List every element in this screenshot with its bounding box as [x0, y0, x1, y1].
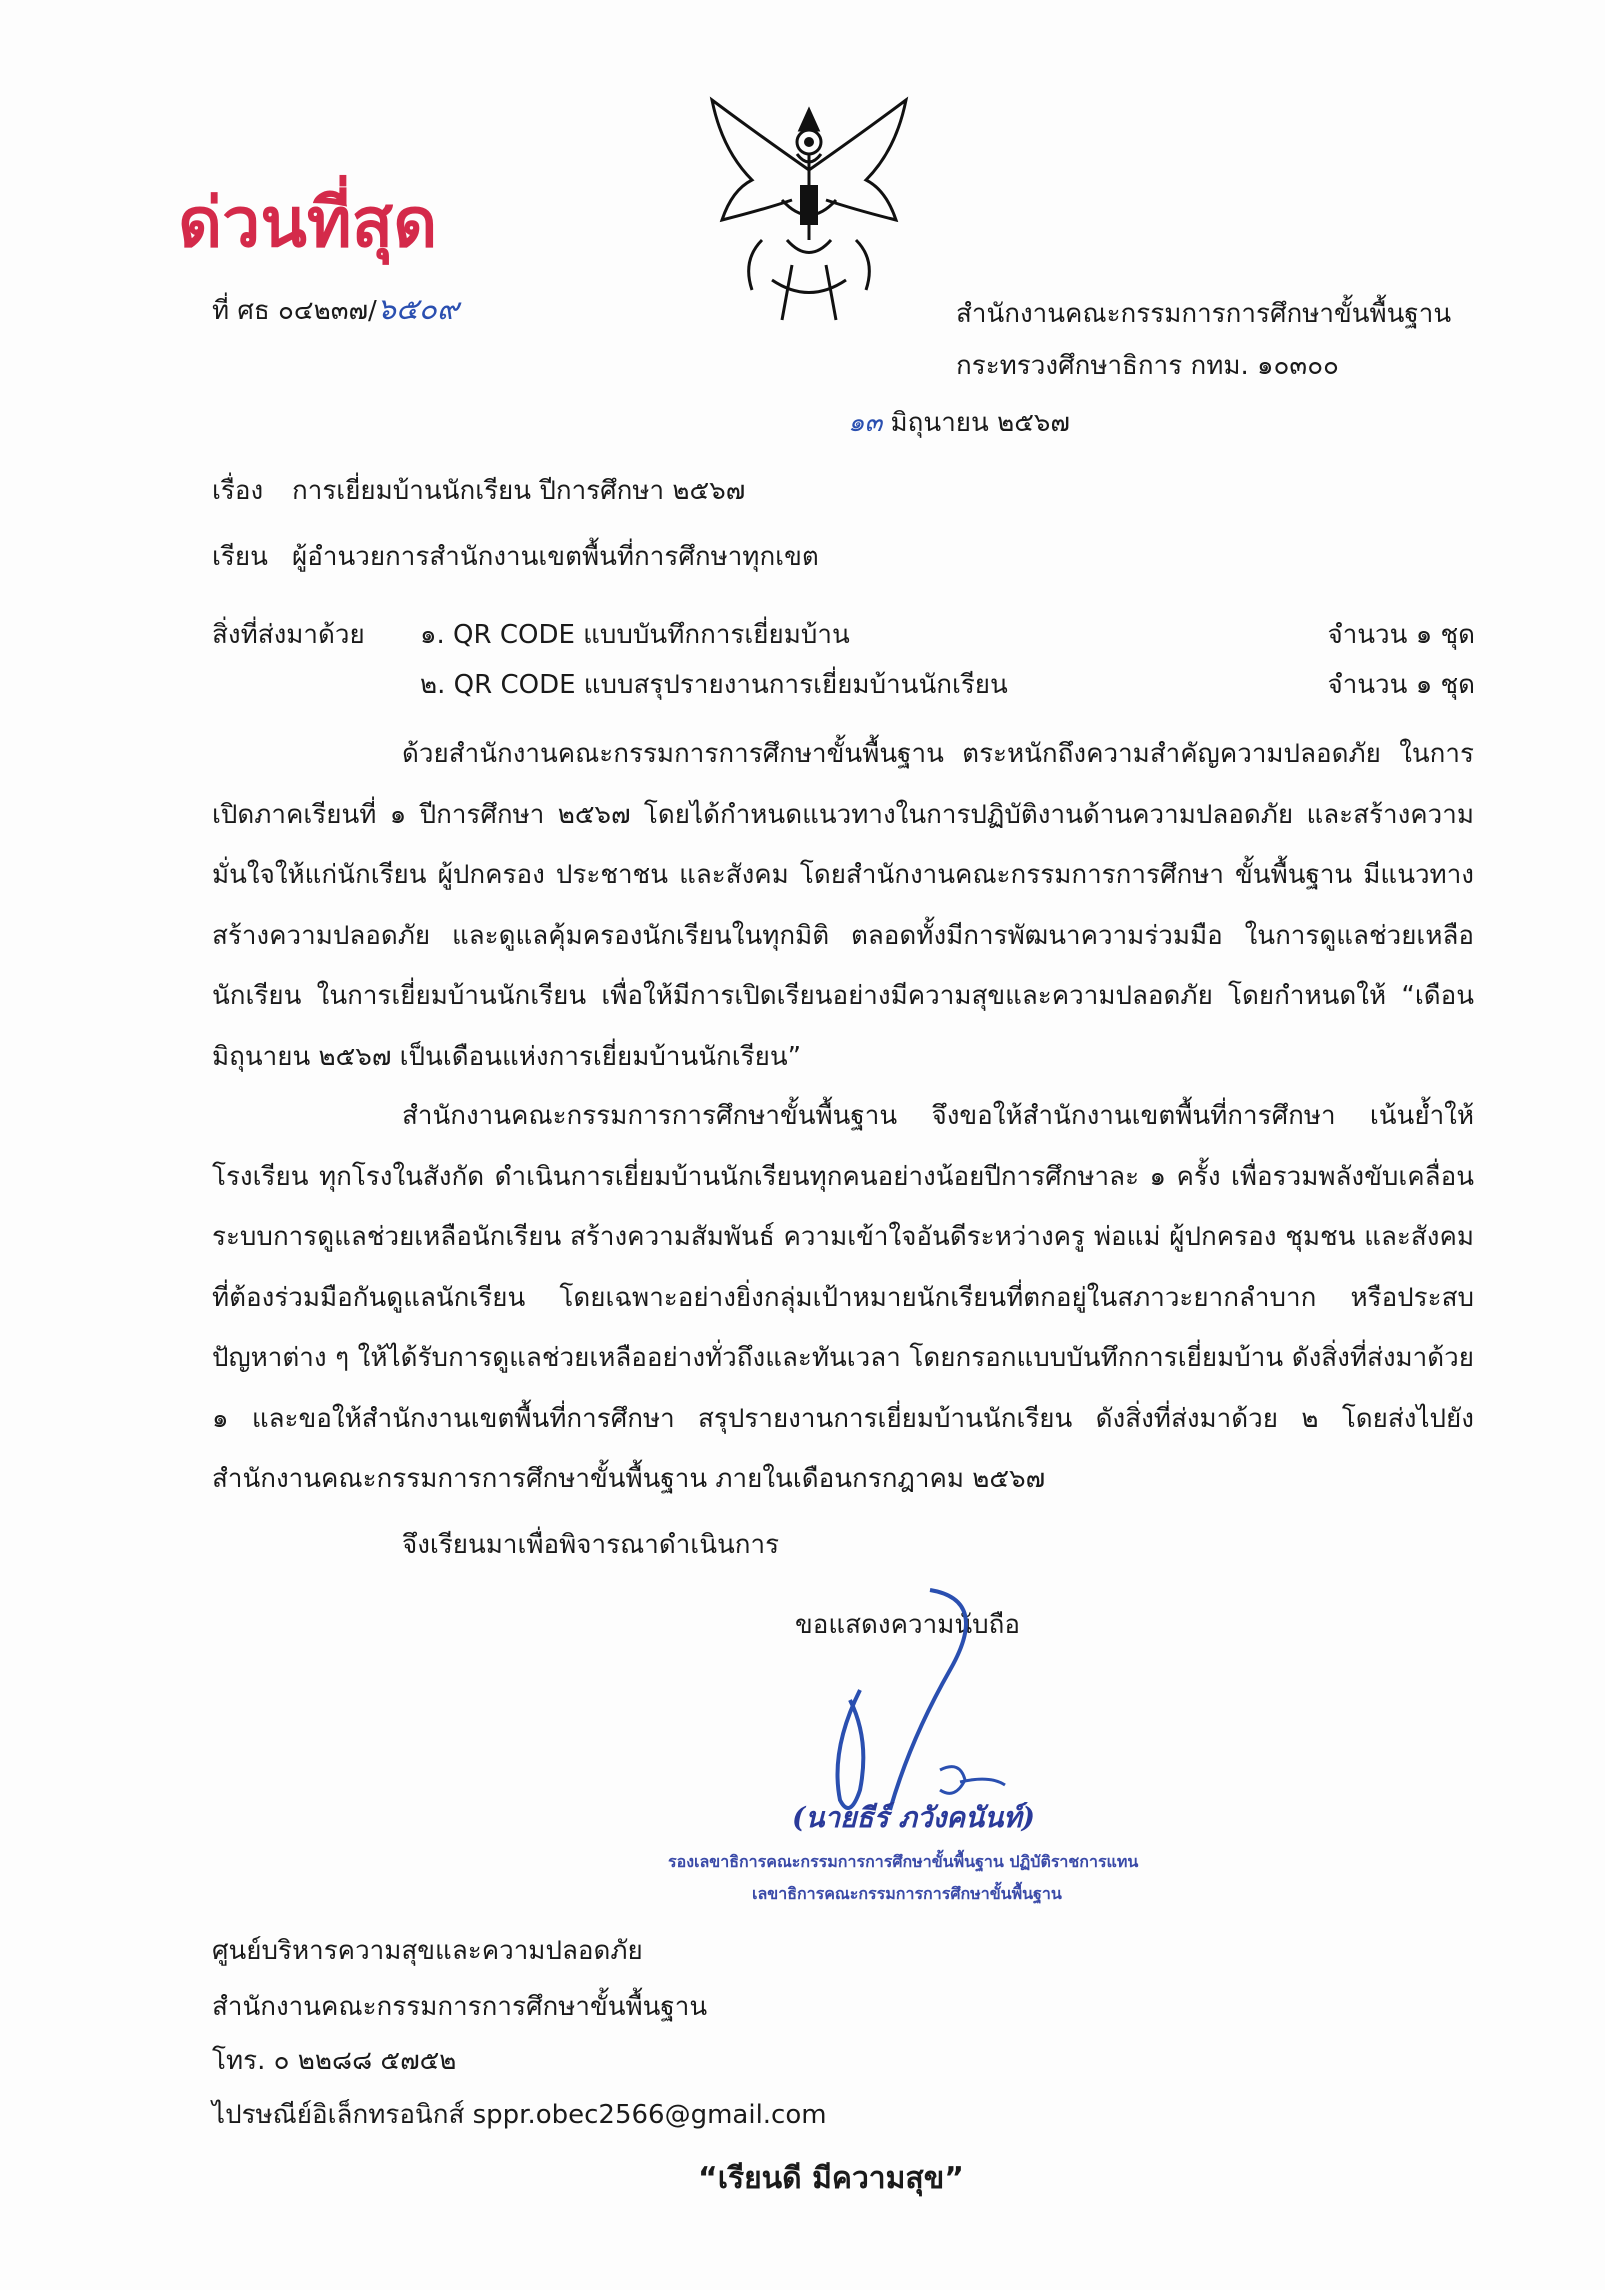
enclosure-quantity: จำนวน ๑ ชุด [1327, 670, 1475, 700]
body-paragraph-1: ด้วยสำนักงานคณะกรรมการการศึกษาขั้นพื้นฐาน ตระหนักถึงความสำคัญความปลอดภัย ในการเปิดภาคเรียนที่ ๑ ปีการศึกษา ๒๕๖๗ โดยได้กำหนดแนวทางในการปฏิบัติงานด้านความปลอดภัย และสร้างความมั่นใจให้แก่นักเรียน ผู้ปกครอง ประชาชน และสังคม โดยสำนักงานคณะกรรมการการศึกษา ขั้นพื้นฐาน มีแนวทางสร้างความปลอดภัย และดูแลคุ้มครองนักเรียนในทุกมิติ ตลอดทั้งมีการพัฒนาความร่วมมือ ในการดูแลช่วยเหลือนักเรียน ในการเยี่ยมบ้านนักเรียน เพื่อให้มีการเปิดเรียนอย่างมีความสุขและความปลอดภัย โดยกำหนดให้ “เดือนมิถุนายน ๒๕๖๗ เป็นเดือนแห่งการเยี่ยมบ้านนักเรียน” [212, 739, 1474, 1072]
document-number-prefix: ที่ ศธ ๐๔๒๓๗/ [212, 296, 377, 326]
issuing-office [956, 288, 1451, 392]
recipient-label: เรียน [212, 542, 268, 572]
signatory-title-stamp: เลขาธิการคณะกรรมการการศึกษาขั้นพื้นฐาน [752, 1884, 1062, 1903]
signatory-name: (นายธีร์ ภวังคนันท์) [792, 1801, 1035, 1834]
enclosure-item: ๑. QR CODE แบบบันทึกการเยี่ยมบ้าน [420, 620, 850, 650]
letter-date [848, 402, 1070, 443]
office-address: กระทรวงศึกษาธิการ กทม. ๑๐๓๐๐ [956, 351, 1339, 381]
footer-office: สำนักงานคณะกรรมการการศึกษาขั้นพื้นฐาน [212, 1992, 708, 2022]
motto: “เรียนดี มีความสุข” [698, 2161, 964, 2196]
date-month-year: มิถุนายน ๒๕๖๗ [890, 408, 1070, 438]
footer-phone: โทร. ๐ ๒๒๘๘ ๕๗๕๒ [212, 2046, 457, 2076]
regards-line: ขอแสดงความนับถือ [795, 1610, 1020, 1640]
signatory-title-stamp: รองเลขาธิการคณะกรรมการการศึกษาขั้นพื้นฐาน ปฏิบัติราชการแทน [668, 1852, 1139, 1871]
subject-label: เรื่อง [212, 476, 264, 506]
closing-line: จึงเรียนมาเพื่อพิจารณาดำเนินการ [402, 1530, 780, 1560]
office-name: สำนักงานคณะกรรมการการศึกษาขั้นพื้นฐาน [956, 299, 1452, 329]
garuda-emblem-icon [692, 90, 926, 330]
enclosure-quantity: จำนวน ๑ ชุด [1327, 620, 1475, 650]
document-number [212, 286, 459, 333]
enclosures-label: สิ่งที่ส่งมาด้วย [212, 620, 365, 650]
enclosure-item: ๒. QR CODE แบบสรุปรายงานการเยี่ยมบ้านนักเรียน [420, 670, 1008, 700]
urgency-stamp: ด่วนที่สุด [178, 184, 438, 263]
document-number-handwritten: ๖๕๐๙ [376, 292, 459, 327]
subject-value: การเยี่ยมบ้านนักเรียน ปีการศึกษา ๒๕๖๗ [292, 476, 746, 506]
body-paragraph-2: สำนักงานคณะกรรมการการศึกษาขั้นพื้นฐาน จึงขอให้สำนักงานเขตพื้นที่การศึกษา เน้นย้ำให้โรงเรียน ทุกโรงในสังกัด ดำเนินการเยี่ยมบ้านนักเรียนทุกคนอย่างน้อยปีการศึกษาละ ๑ ครั้ง เพื่อรวมพลังขับเคลื่อน ระบบการดูแลช่วยเหลือนักเรียน สร้างความสัมพันธ์ ความเข้าใจอันดีระหว่างครู พ่อแม่ ผู้ปกครอง ชุมชน และสังคม ที่ต้องร่วมมือกันดูแลนักเรียน โดยเฉพาะอย่างยิ่งกลุ่มเป้าหมายนักเรียนที่ตกอยู่ในสภาวะยากลำบาก หรือประสบปัญหาต่าง ๆ ให้ได้รับการดูแลช่วยเหลืออย่างทั่วถึงและทันเวลา โดยกรอกแบบบันทึกการเยี่ยมบ้าน ดังสิ่งที่ส่งมาด้วย ๑ และขอให้สำนักงานเขตพื้นที่การศึกษา สรุปรายงานการเยี่ยมบ้านนักเรียน ดังสิ่งที่ส่งมาด้วย ๒ โดยส่งไปยังสำนักงานคณะกรรมการการศึกษาขั้นพื้นฐาน ภายในเดือนกรกฎาคม ๒๕๖๗ [212, 1101, 1474, 1494]
date-day-handwritten: ๑๓ [848, 408, 883, 438]
footer-email: ไปรษณีย์อิเล็กทรอนิกส์ sppr.obec2566@gmail.com [212, 2100, 827, 2130]
footer-unit: ศูนย์บริหารความสุขและความปลอดภัย [212, 1936, 643, 1966]
recipient-value: ผู้อำนวยการสำนักงานเขตพื้นที่การศึกษาทุกเขต [292, 542, 819, 572]
